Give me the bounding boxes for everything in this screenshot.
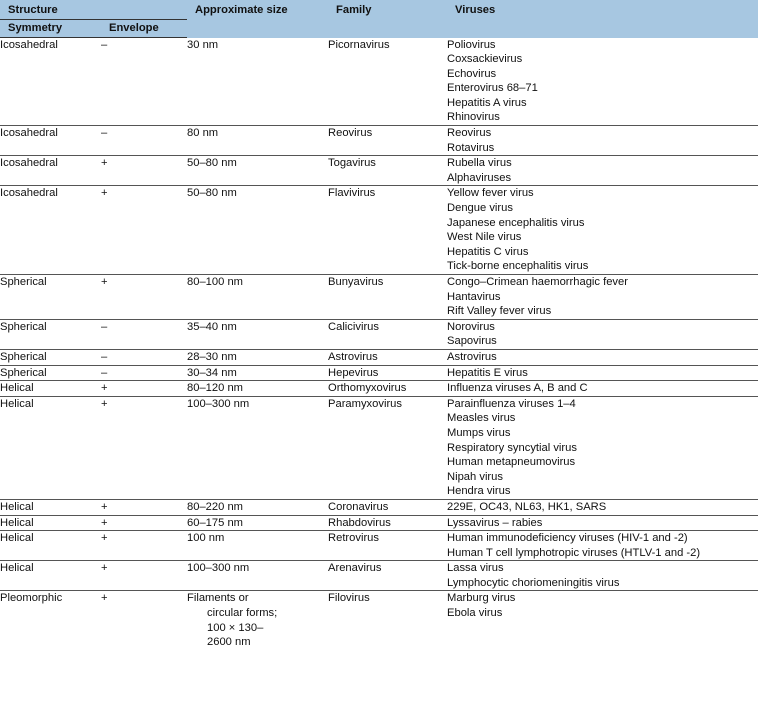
symmetry-header: Symmetry — [0, 20, 101, 38]
viruses-cell-line: Alphaviruses — [447, 171, 512, 184]
viruses-cell-line: Respiratory syncytial virus — [447, 441, 577, 454]
table-body — [0, 38, 758, 650]
viruses-cell — [447, 499, 758, 515]
family-cell: Hepevirus — [328, 365, 447, 381]
table-row — [0, 365, 758, 381]
symmetry-cell: Helical — [0, 561, 101, 591]
family-cell: Bunyavirus — [328, 275, 447, 320]
size-cell-line: Filaments or — [187, 592, 249, 605]
envelope-cell: – — [101, 349, 187, 365]
family-cell: Togavirus — [328, 156, 447, 186]
table-row — [0, 275, 758, 320]
envelope-cell: + — [101, 531, 187, 561]
table-row — [0, 381, 758, 397]
viruses-cell-line: Poliovirus — [447, 38, 496, 51]
viruses-cell — [447, 126, 758, 156]
family-cell: Flavivirus — [328, 186, 447, 275]
family-cell: Orthomyxovirus — [328, 381, 447, 397]
table-row — [0, 591, 758, 650]
size-cell — [187, 365, 328, 381]
viruses-cell-line: Parainfluenza viruses 1–4 — [447, 397, 576, 410]
size-cell-line: circular forms; — [207, 607, 278, 620]
viruses-cell — [447, 319, 758, 349]
table-header — [0, 0, 758, 38]
viruses-cell-line: Human T cell lymphotropic viruses (HTLV-1 and -2) — [447, 546, 701, 559]
structure-header: Structure — [0, 0, 187, 20]
viruses-cell-line: Congo–Crimean haemorrhagic fever — [447, 276, 628, 288]
symmetry-cell: Helical — [0, 499, 101, 515]
viruses-cell-line: Hepatitis E virus — [447, 366, 528, 379]
size-cell — [187, 396, 328, 499]
symmetry-cell: Spherical — [0, 349, 101, 365]
symmetry-cell: Helical — [0, 396, 101, 499]
size-cell — [187, 561, 328, 591]
size-cell-line: 60–175 nm — [187, 516, 243, 529]
table-row — [0, 156, 758, 186]
viruses-cell-line: Measles virus — [447, 412, 516, 425]
size-cell — [187, 499, 328, 515]
envelope-cell: – — [101, 126, 187, 156]
viruses-cell — [447, 38, 758, 126]
size-cell — [187, 38, 328, 126]
size-cell-line: 50–80 nm — [187, 157, 237, 170]
viruses-cell-line: Reovirus — [447, 127, 492, 140]
viruses-cell — [447, 186, 758, 275]
viruses-cell-line: Lymphocytic choriomeningitis virus — [447, 576, 620, 589]
size-cell-line: 35–40 nm — [187, 320, 237, 333]
envelope-cell: + — [101, 381, 187, 397]
symmetry-cell: Spherical — [0, 275, 101, 320]
size-cell-line: 50–80 nm — [187, 187, 237, 200]
size-cell-line: 80 nm — [187, 127, 219, 140]
viruses-cell-line: 229E, OC43, NL63, HK1, SARS — [447, 500, 607, 513]
viruses-cell-line: Rhinovirus — [447, 111, 500, 124]
envelope-cell: + — [101, 186, 187, 275]
table-row — [0, 396, 758, 499]
symmetry-cell: Spherical — [0, 365, 101, 381]
viruses-cell — [447, 591, 758, 650]
viruses-cell-line: Dengue virus — [447, 202, 513, 215]
envelope-cell: + — [101, 499, 187, 515]
viruses-cell-line: Yellow fever virus — [447, 187, 534, 200]
viruses-cell — [447, 561, 758, 591]
envelope-cell: – — [101, 319, 187, 349]
size-cell — [187, 531, 328, 561]
family-cell: Astrovirus — [328, 349, 447, 365]
symmetry-cell: Icosahedral — [0, 38, 101, 126]
envelope-cell: + — [101, 275, 187, 320]
table-row — [0, 561, 758, 591]
envelope-cell: – — [101, 38, 187, 126]
viruses-cell-line: Lassa virus — [447, 562, 504, 575]
viruses-cell-line: Norovirus — [447, 320, 495, 333]
family-cell: Coronavirus — [328, 499, 447, 515]
family-cell: Filovirus — [328, 592, 370, 605]
viruses-cell-line: Coxsackievirus — [447, 53, 523, 66]
family-cell: Rhabdovirus — [328, 515, 447, 531]
size-cell — [187, 349, 328, 365]
viruses-cell-line: Sapovirus — [447, 335, 497, 348]
table-row — [0, 349, 758, 365]
symmetry-cell: Spherical — [0, 319, 101, 349]
size-cell-line: 30 nm — [187, 38, 219, 51]
family-cell: Arenavirus — [328, 561, 447, 591]
size-cell-line: 80–220 nm — [187, 500, 243, 513]
viruses-cell-line: Influenza viruses A, B and C — [447, 382, 588, 395]
viruses-cell-line: Lyssavirus – rabies — [447, 516, 543, 529]
family-header: Family — [328, 0, 447, 38]
size-cell — [187, 515, 328, 531]
envelope-cell: + — [101, 561, 187, 591]
viruses-cell — [447, 365, 758, 381]
symmetry-cell: Helical — [0, 515, 101, 531]
size-cell-line: 2600 nm — [207, 636, 251, 649]
viruses-cell — [447, 515, 758, 531]
viruses-cell — [447, 156, 758, 186]
viruses-cell — [447, 349, 758, 365]
viruses-cell-line: Enterovirus 68–71 — [447, 82, 538, 95]
envelope-cell: + — [101, 396, 187, 499]
viruses-header: Viruses — [447, 0, 758, 38]
envelope-cell: + — [101, 515, 187, 531]
viruses-cell-line: Hepatitis C virus — [447, 245, 529, 258]
size-cell-line: 28–30 nm — [187, 350, 237, 363]
family-cell: Retrovirus — [328, 531, 447, 561]
size-cell-line: 100–300 nm — [187, 562, 250, 575]
size-cell-line: 30–34 nm — [187, 366, 237, 379]
size-cell — [187, 186, 328, 275]
size-cell-line: 100 nm — [187, 532, 225, 545]
size-header: Approximate size — [187, 0, 328, 38]
viruses-cell-line: Ebola virus — [447, 607, 503, 620]
table-row — [0, 319, 758, 349]
viruses-cell-line: Hendra virus — [447, 485, 511, 498]
table-row — [0, 126, 758, 156]
viruses-cell-line: Human metapneumovirus — [447, 456, 576, 469]
table-row — [0, 38, 758, 126]
viruses-cell — [447, 531, 758, 561]
family-cell: Reovirus — [328, 126, 447, 156]
envelope-cell: + — [101, 592, 108, 605]
viruses-cell-line: Hepatitis A virus — [447, 96, 527, 109]
symmetry-cell: Icosahedral — [0, 126, 101, 156]
family-cell: Calicivirus — [328, 319, 447, 349]
viruses-cell-line: Rotavirus — [447, 141, 495, 154]
symmetry-cell: Icosahedral — [0, 186, 101, 275]
table-row — [0, 515, 758, 531]
viruses-cell-line: West Nile virus — [447, 231, 522, 244]
viruses-cell-line: Astrovirus — [447, 350, 497, 363]
viruses-cell — [447, 396, 758, 499]
symmetry-cell: Helical — [0, 381, 101, 397]
symmetry-cell: Pleomorphic — [0, 592, 63, 605]
viruses-cell-line: Tick-borne encephalitis virus — [447, 260, 589, 273]
viruses-cell-line: Nipah virus — [447, 470, 503, 483]
size-cell — [187, 591, 328, 650]
table-row — [0, 499, 758, 515]
envelope-header: Envelope — [101, 20, 187, 38]
symmetry-cell: Helical — [0, 531, 101, 561]
symmetry-cell: Icosahedral — [0, 156, 101, 186]
family-cell: Picornavirus — [328, 38, 447, 126]
viruses-cell-line: Echovirus — [447, 67, 497, 80]
viruses-cell-line: Japanese encephalitis virus — [447, 216, 585, 229]
viruses-cell — [447, 381, 758, 397]
viruses-cell-line: Human immunodeficiency viruses (HIV-1 and -2) — [447, 532, 688, 545]
size-cell-line: 80–100 nm — [187, 276, 243, 288]
envelope-cell: – — [101, 365, 187, 381]
viruses-cell-line: Hantavirus — [447, 290, 501, 303]
size-cell — [187, 275, 328, 320]
family-cell: Paramyxovirus — [328, 396, 447, 499]
size-cell — [187, 381, 328, 397]
size-cell — [187, 156, 328, 186]
viruses-cell-line: Mumps virus — [447, 426, 511, 439]
viruses-cell-line: Rubella virus — [447, 157, 512, 170]
table-row — [0, 531, 758, 561]
size-cell — [187, 319, 328, 349]
viruses-cell-line: Rift Valley fever virus — [447, 305, 552, 318]
size-cell — [187, 126, 328, 156]
envelope-cell: + — [101, 156, 187, 186]
table-row — [0, 186, 758, 275]
viruses-cell — [447, 275, 758, 320]
viruses-cell-line: Marburg virus — [447, 592, 516, 605]
size-cell-line: 80–120 nm — [187, 382, 243, 395]
size-cell-line: 100 × 130– — [207, 621, 264, 634]
size-cell-line: 100–300 nm — [187, 397, 250, 410]
